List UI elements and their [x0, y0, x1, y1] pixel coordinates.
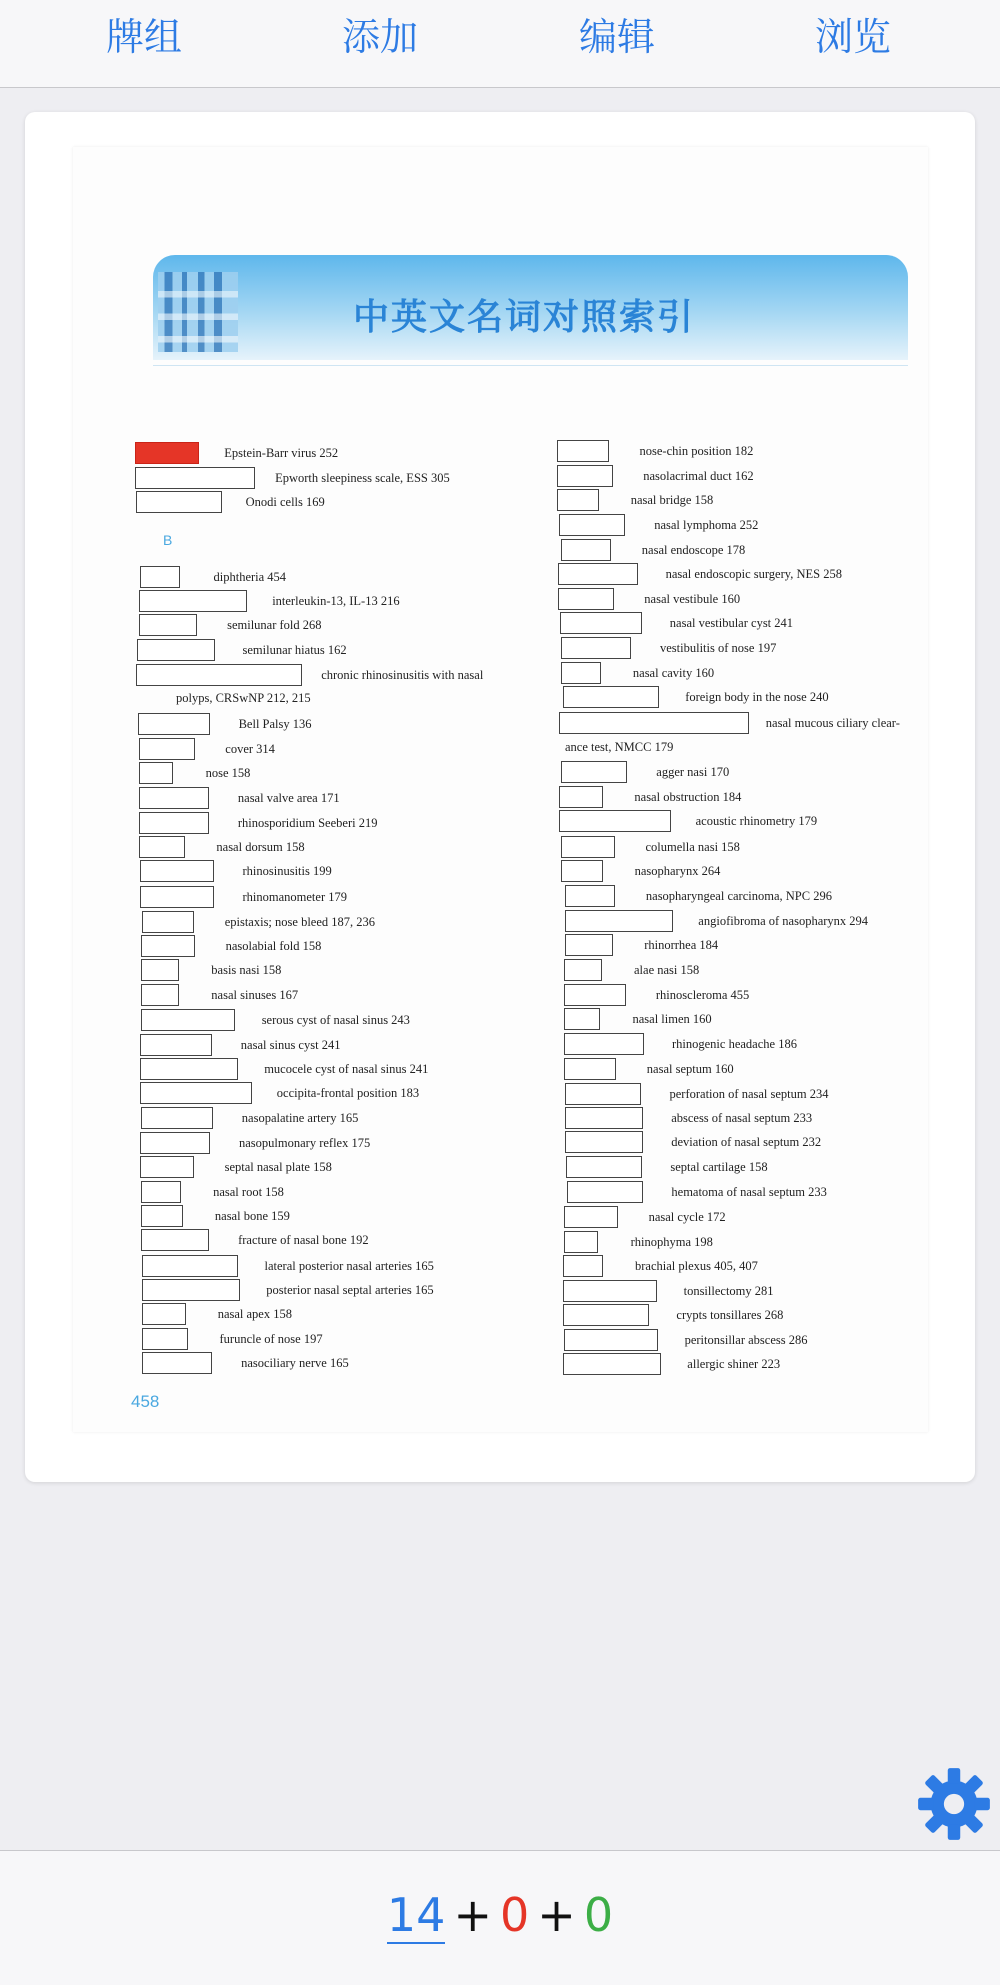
- plus-sign: +: [453, 1888, 492, 1942]
- cloze-box[interactable]: [563, 1255, 603, 1277]
- cloze-box[interactable]: [564, 1008, 600, 1030]
- cloze-box[interactable]: [566, 1156, 642, 1178]
- index-term: nasal cycle 172: [648, 1210, 726, 1224]
- nav-decks[interactable]: 牌组: [105, 15, 182, 59]
- cloze-box[interactable]: [138, 713, 210, 735]
- cloze-box[interactable]: [139, 590, 247, 612]
- gear-icon[interactable]: [915, 1765, 993, 1843]
- cloze-box[interactable]: [559, 810, 671, 832]
- cloze-box[interactable]: [563, 1353, 661, 1375]
- index-term: nose 158: [205, 766, 251, 780]
- cloze-box[interactable]: [561, 761, 627, 783]
- index-term: nasal endoscope 178: [641, 543, 746, 557]
- cloze-box[interactable]: [142, 1255, 238, 1277]
- cloze-box[interactable]: [557, 489, 599, 511]
- index-term: columella nasi 158: [645, 840, 740, 854]
- banner-title: 中英文名词对照索引: [353, 297, 696, 338]
- index-term: furuncle of nose 197: [219, 1332, 323, 1346]
- index-term: nasopharyngeal carcinoma, NPC 296: [645, 889, 832, 903]
- learning-count: 0: [499, 1888, 530, 1942]
- plus-sign: +: [537, 1888, 576, 1942]
- cloze-box[interactable]: [564, 1329, 658, 1351]
- index-term: semilunar hiatus 162: [242, 643, 347, 657]
- index-term: nasal cavity 160: [632, 666, 715, 680]
- cloze-box[interactable]: [559, 712, 749, 734]
- index-term: nasolacrimal duct 162: [643, 469, 754, 483]
- index-term: nasal dorsum 158: [216, 840, 305, 854]
- cloze-box[interactable]: [140, 860, 214, 882]
- index-term: rhinomanometer 179: [242, 890, 347, 904]
- index-term: nasal lymphoma 252: [654, 518, 759, 532]
- index-term: angiofibroma of nasopharynx 294: [698, 914, 869, 928]
- index-term: nasopharynx 264: [634, 864, 721, 878]
- index-term: lateral posterior nasal arteries 165: [264, 1259, 434, 1273]
- cloze-box[interactable]: [142, 1328, 188, 1350]
- cloze-box[interactable]: [565, 1083, 641, 1105]
- cloze-box[interactable]: [565, 934, 613, 956]
- index-term: nasopulmonary reflex 175: [239, 1136, 371, 1150]
- cloze-box[interactable]: [561, 539, 611, 561]
- index-term: rhinorrhea 184: [644, 938, 719, 952]
- index-term: nasolabial fold 158: [225, 939, 322, 953]
- index-term: Epworth sleepiness scale, ESS 305: [275, 471, 450, 485]
- index-term: abscess of nasal septum 233: [671, 1111, 813, 1125]
- cloze-box[interactable]: [557, 465, 613, 487]
- index-term: allergic shiner 223: [687, 1357, 781, 1371]
- index-term: agger nasi 170: [656, 765, 730, 779]
- top-nav-bar: [0, 0, 1000, 88]
- cloze-box[interactable]: [136, 664, 302, 686]
- new-count[interactable]: 14: [386, 1888, 446, 1942]
- index-term: basis nasi 158: [211, 963, 282, 977]
- index-entry-continuation: polyps, CRSwNP 212, 215: [176, 691, 311, 705]
- index-term: nasal root 158: [213, 1185, 284, 1199]
- index-term: nasal vestibular cyst 241: [669, 616, 794, 630]
- index-term: vestibulitis of nose 197: [660, 641, 777, 655]
- cloze-box[interactable]: [141, 984, 179, 1006]
- due-counter: [0, 1888, 1000, 1942]
- index-term: rhinoscleroma 455: [655, 988, 750, 1002]
- cloze-box[interactable]: [564, 984, 626, 1006]
- cloze-box[interactable]: [140, 1058, 238, 1080]
- index-term: Epstein-Barr virus 252: [224, 446, 339, 460]
- index-term: rhinosinusitis 199: [242, 864, 332, 878]
- cloze-box[interactable]: [141, 959, 179, 981]
- index-term: nasopalatine artery 165: [241, 1111, 359, 1125]
- cloze-box[interactable]: [139, 787, 209, 809]
- index-term: nasociliary nerve 165: [241, 1356, 349, 1370]
- cloze-box[interactable]: [142, 1352, 212, 1374]
- cloze-box[interactable]: [563, 686, 659, 708]
- index-term: mucocele cyst of nasal sinus 241: [264, 1062, 429, 1076]
- index-term: nasal endoscopic surgery, NES 258: [665, 567, 842, 581]
- cloze-box[interactable]: [558, 563, 638, 585]
- index-term: Onodi cells 169: [245, 495, 325, 509]
- cloze-box[interactable]: [140, 1034, 212, 1056]
- cloze-box[interactable]: [139, 812, 209, 834]
- index-term: hematoma of nasal septum 233: [671, 1185, 827, 1199]
- flashcard: [25, 112, 975, 1482]
- index-term: chronic rhinosinusitis with nasal: [321, 668, 484, 682]
- index-term: foreign body in the nose 240: [685, 690, 829, 704]
- cloze-box[interactable]: [565, 1131, 643, 1153]
- index-entry-continuation: ance test, NMCC 179: [565, 740, 674, 754]
- index-term: nasal apex 158: [217, 1307, 292, 1321]
- index-term: serous cyst of nasal sinus 243: [261, 1013, 410, 1027]
- cloze-box[interactable]: [141, 935, 195, 957]
- index-term: semilunar fold 268: [227, 618, 322, 632]
- cloze-box[interactable]: [141, 1229, 209, 1251]
- index-term: rhinophyma 198: [630, 1235, 713, 1249]
- cloze-box[interactable]: [561, 662, 601, 684]
- cloze-box[interactable]: [141, 1107, 213, 1129]
- cloze-box[interactable]: [564, 1033, 644, 1055]
- cloze-box[interactable]: [139, 614, 197, 636]
- index-term: peritonsillar abscess 286: [684, 1333, 808, 1347]
- cloze-box[interactable]: [140, 886, 214, 908]
- index-term: brachial plexus 405, 407: [635, 1259, 758, 1273]
- index-term: nasal obstruction 184: [634, 790, 742, 804]
- banner-divider: [153, 365, 908, 366]
- qr-code-icon: [158, 272, 238, 352]
- index-term: crypts tonsillares 268: [676, 1308, 784, 1322]
- cloze-box[interactable]: [142, 1303, 186, 1325]
- cloze-box[interactable]: [563, 1304, 649, 1326]
- index-term: nasal limen 160: [632, 1012, 712, 1026]
- cloze-box[interactable]: [139, 738, 195, 760]
- cloze-box[interactable]: [558, 588, 614, 610]
- index-term: deviation of nasal septum 232: [671, 1135, 822, 1149]
- cloze-box[interactable]: [564, 1206, 618, 1228]
- cloze-box[interactable]: [561, 860, 603, 882]
- index-term: perforation of nasal septum 234: [669, 1087, 829, 1101]
- cloze-box[interactable]: [141, 1009, 235, 1031]
- cloze-box[interactable]: [135, 467, 255, 489]
- index-term: septal cartilage 158: [670, 1160, 768, 1174]
- cloze-box[interactable]: [137, 639, 215, 661]
- cloze-box[interactable]: [141, 1181, 181, 1203]
- cloze-box[interactable]: [564, 1231, 598, 1253]
- index-term: nose-chin position 182: [639, 444, 754, 458]
- cloze-box[interactable]: [564, 959, 602, 981]
- nav-browse[interactable]: 浏览: [814, 15, 891, 59]
- cloze-box[interactable]: [139, 836, 185, 858]
- cloze-box[interactable]: [140, 1082, 252, 1104]
- index-term: diphtheria 454: [213, 570, 287, 584]
- cloze-box[interactable]: [136, 491, 222, 513]
- index-term: nasal bridge 158: [630, 493, 714, 507]
- index-term: tonsillectomy 281: [683, 1284, 774, 1298]
- index-term: rhinosporidium Seeberi 219: [237, 816, 378, 830]
- index-term: alae nasi 158: [634, 963, 700, 977]
- cloze-box[interactable]: [563, 1280, 657, 1302]
- index-term: nasal sinuses 167: [211, 988, 299, 1002]
- cloze-box[interactable]: [141, 1205, 183, 1227]
- index-term: epistaxis; nose bleed 187, 236: [224, 915, 376, 929]
- cloze-box[interactable]: [560, 612, 642, 634]
- index-term: fracture of nasal bone 192: [238, 1233, 369, 1247]
- cloze-box[interactable]: [565, 1107, 643, 1129]
- nav-add[interactable]: 添加: [341, 15, 418, 59]
- scanned-page: [73, 147, 928, 1432]
- cloze-box[interactable]: [140, 1132, 210, 1154]
- cloze-box[interactable]: [561, 836, 615, 858]
- section-letter: B: [163, 532, 173, 548]
- index-term: interleukin-13, IL-13 216: [272, 594, 400, 608]
- cloze-box[interactable]: [139, 762, 173, 784]
- nav-edit[interactable]: 编辑: [578, 15, 655, 59]
- cloze-box[interactable]: [565, 910, 673, 932]
- cloze-box[interactable]: [565, 885, 615, 907]
- index-term: posterior nasal septal arteries 165: [266, 1283, 434, 1297]
- index-term: nasal bone 159: [214, 1209, 290, 1223]
- index-term: rhinogenic headache 186: [672, 1037, 797, 1051]
- cloze-box[interactable]: [564, 1058, 616, 1080]
- index-term: occipita-frontal position 183: [276, 1086, 420, 1100]
- cloze-box[interactable]: [561, 637, 631, 659]
- cloze-box[interactable]: [557, 440, 609, 462]
- page-number: 458: [131, 1392, 160, 1411]
- cloze-box[interactable]: [140, 1156, 194, 1178]
- index-term: nasal valve area 171: [237, 791, 340, 805]
- index-term: Bell Palsy 136: [238, 717, 312, 731]
- index-term: nasal vestibule 160: [644, 592, 741, 606]
- index-term: acoustic rhinometry 179: [695, 814, 818, 828]
- cloze-box[interactable]: [142, 1279, 240, 1301]
- cloze-box[interactable]: [559, 786, 603, 808]
- index-term: nasal septum 160: [646, 1062, 734, 1076]
- index-term: nasal mucous ciliary clear-: [765, 716, 900, 730]
- review-count: 0: [583, 1888, 614, 1942]
- cloze-box[interactable]: [559, 514, 625, 536]
- cloze-active-box[interactable]: [135, 442, 199, 464]
- cloze-box[interactable]: [140, 566, 180, 588]
- index-term: nasal sinus cyst 241: [240, 1038, 341, 1052]
- index-term: cover 314: [225, 742, 275, 756]
- cloze-box[interactable]: [567, 1181, 643, 1203]
- cloze-box[interactable]: [142, 911, 194, 933]
- index-term: septal nasal plate 158: [224, 1160, 332, 1174]
